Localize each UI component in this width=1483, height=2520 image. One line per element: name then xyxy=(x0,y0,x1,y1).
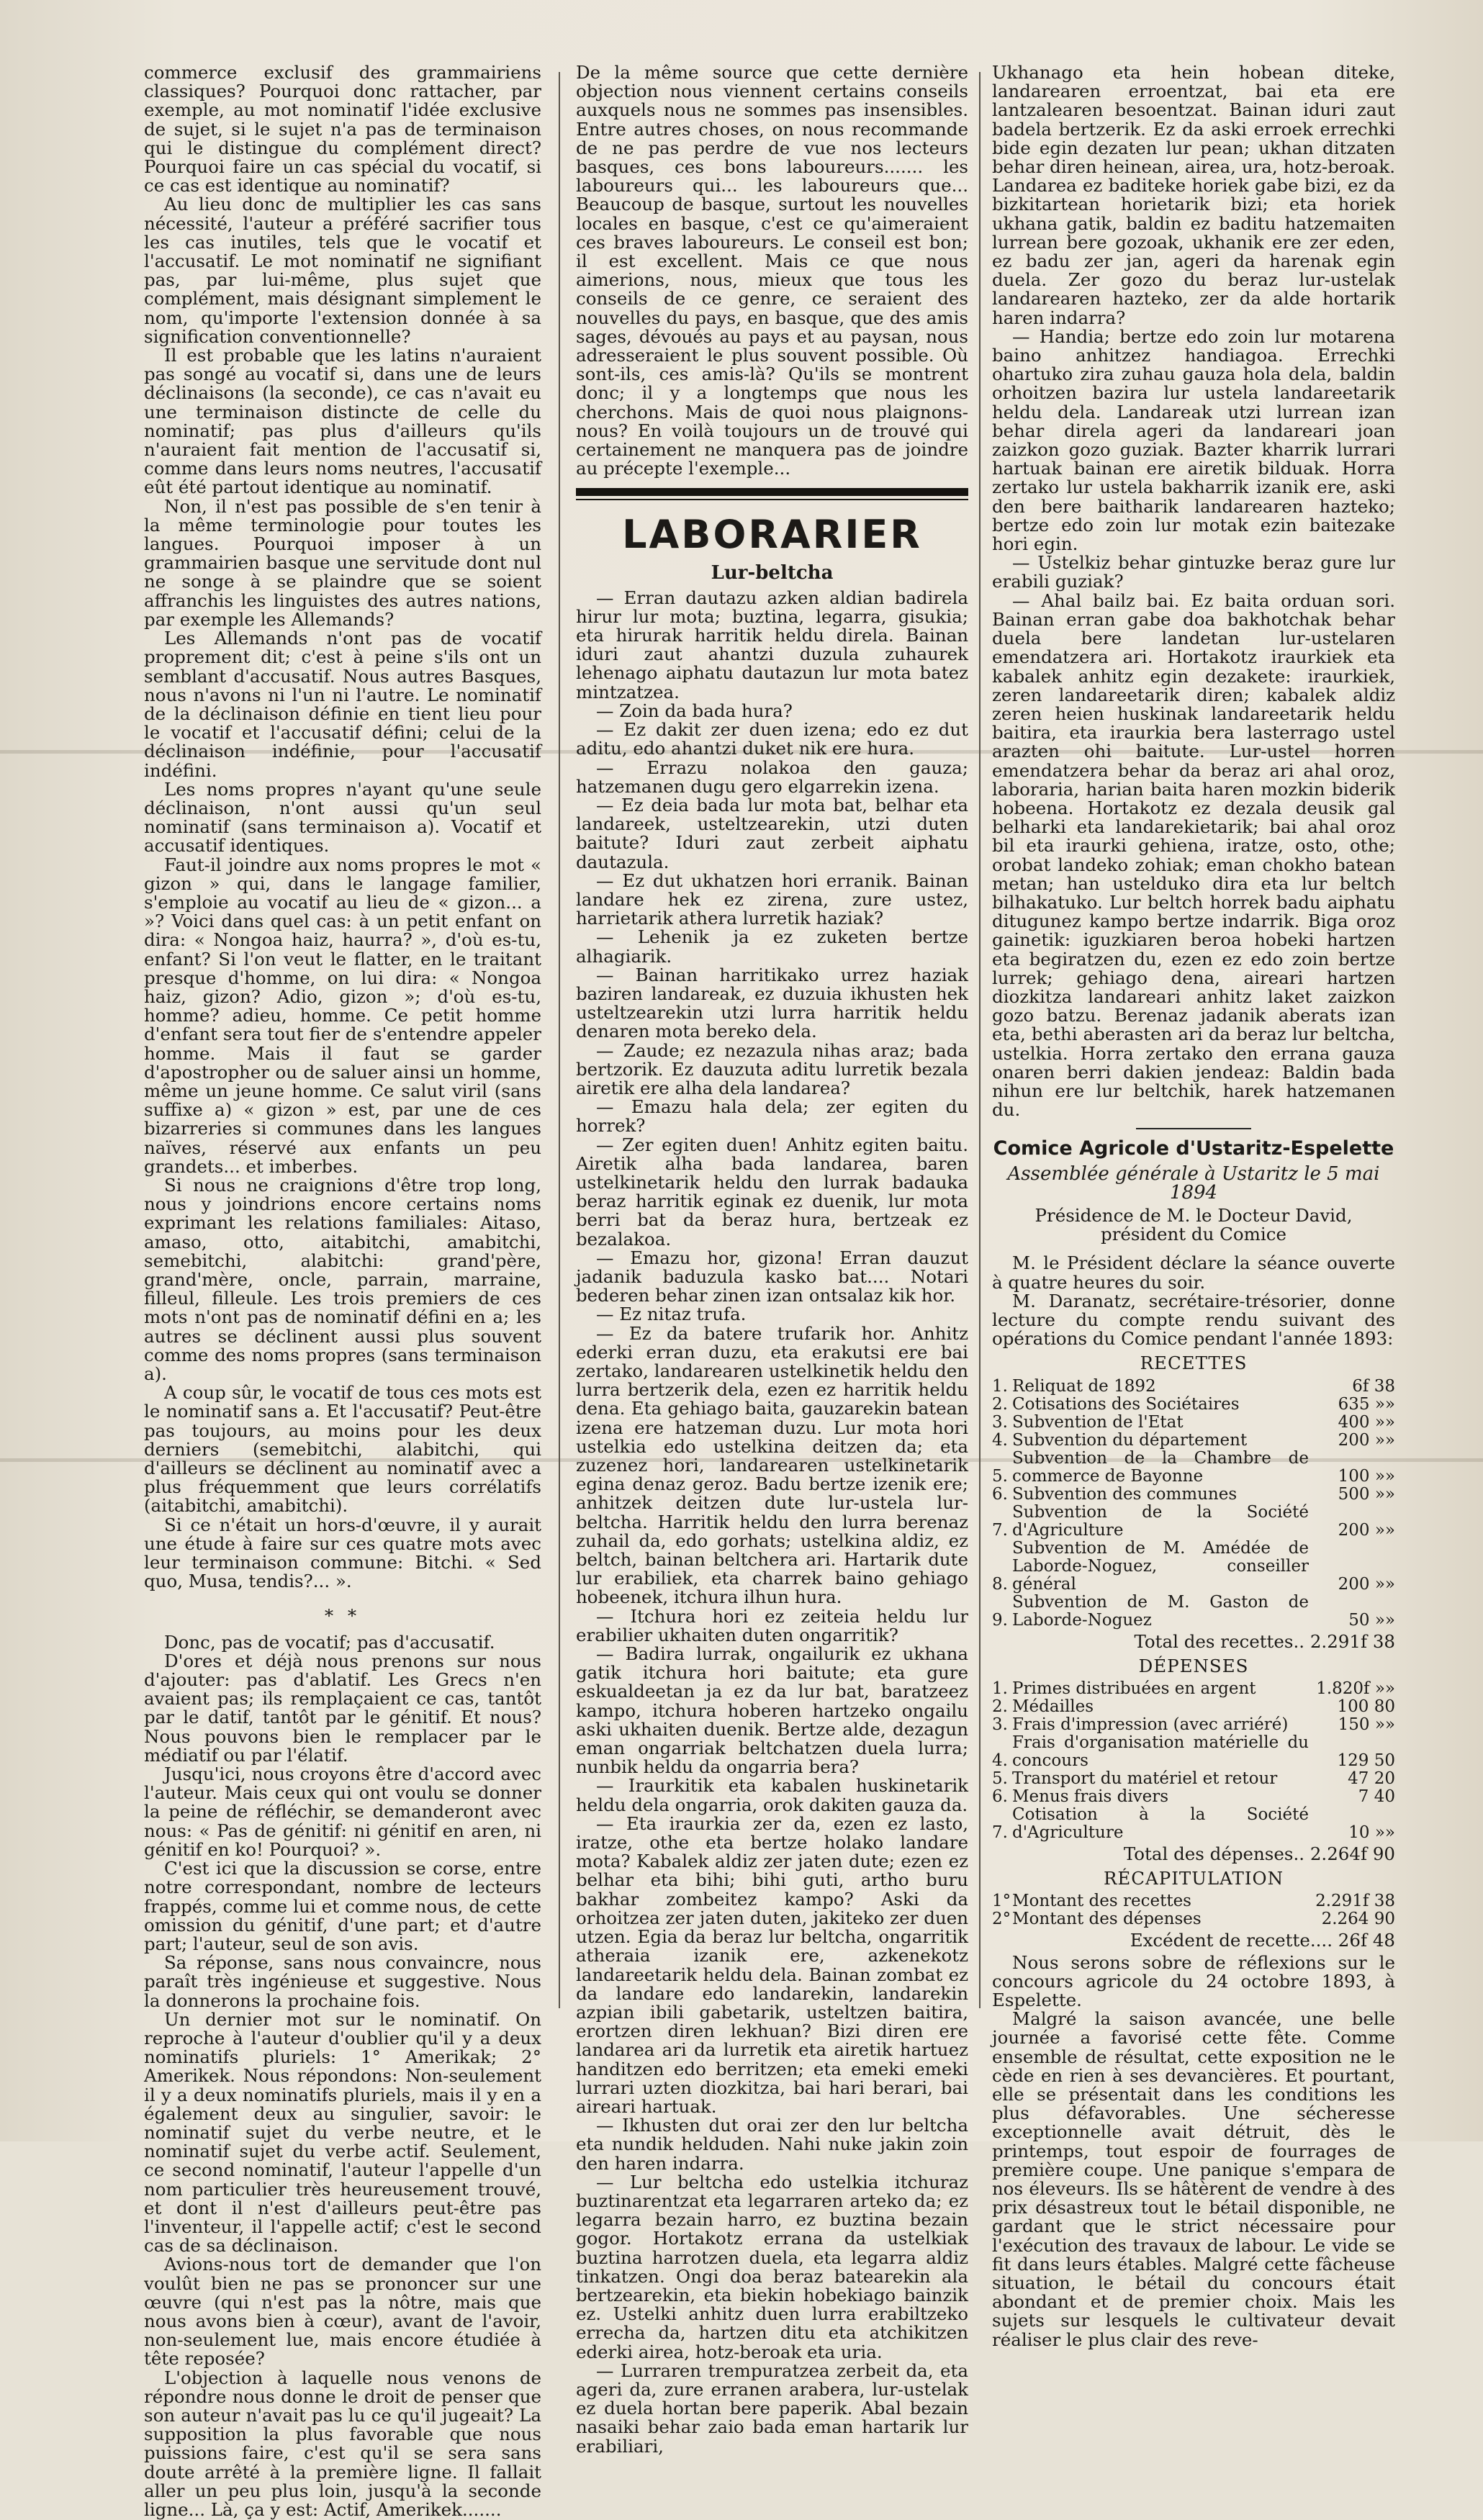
presidency-line: Présidence de M. le Docteur David, président du Comice xyxy=(1035,1204,1353,1245)
paragraph: Non, il n'est pas possible de s'en tenir à la même terminologie pour toutes les langues. Pourquoi imposer à un grammairien basque une servitude dont nul ne songe à se plaindre que se soient affranchis les linguistes des autres nations, par exemple les Allemands? xyxy=(144,495,541,630)
paragraph: Faut-il joindre aux noms propres le mot « gizon » qui, dans le langage familier, s'emploie au vocatif au lieu de « gizon... a »? Voici dans quel cas: à un petit enfant on dira: « Nongoa haiz, haurra? », d'où es-tu, enfant? Si l'on veut le flatter, en le traitant presque d'homme, on lui dira: « Nongoa haiz, gizon? Adio, gizon »; d'où es-tu, homme? adieu, homme. Ce petit homme d'enfant sera tout fier de s'entendre appeler homme. Mais il faut se garder d'apostropher ou de saluer ainsi un homme, même un jeune homme. Ce salut viril (sans suffixe a) « gizon » est, par une de ces bizarreries si communes dans les langues naïves, réservé aux enfants un peu grandets... et imberbes. xyxy=(144,854,541,1177)
table-row xyxy=(992,1486,1395,1504)
paragraph: — Errazu nolakoa den gauza; hatzemanen dugu gero elgarrekin izena. xyxy=(576,757,968,797)
recap-table xyxy=(992,1892,1395,1928)
paragraph: A coup sûr, le vocatif de tous ces mots est le nominatif sans a. Et l'accusatif? Peut-être pas toujours, au moins pour les deux derniers (semebitchi, alabitchi, qui d'ailleurs se déclinent au nominatif avec a plus fréquemment que leurs corrélatifs (aitabitchi, amabitchi). xyxy=(144,1382,541,1517)
paragraph: — Emazu hor, gizona! Erran dauzut jadanik baduzula kasko bat.... Notari bederen behar zinen izan ontsalaz kik hor. xyxy=(576,1247,968,1306)
thin-rule xyxy=(576,499,968,500)
row-number: 5. xyxy=(992,1466,1008,1486)
table-row xyxy=(992,1540,1395,1594)
paragraph: Si ce n'était un hors-d'œuvre, il y aurait une étude à faire sur ces quatre mots avec leur terminaison commune: Bitchi. « Sed quo, Musa, tendis?... ». xyxy=(144,1514,541,1592)
table-row xyxy=(992,1734,1395,1770)
paragraph: — Bainan harritikako urrez haziak baziren landareak, ez duzuia ikhusten hek usteltzearekin utzi lurra harritik heldu denaren mota bereko dela. xyxy=(576,964,968,1042)
column-divider xyxy=(559,72,560,2008)
paragraph: Avions-nous tort de demander que l'on voulût bien ne pas se prononcer sur une œuvre (qui n'est pas la nôtre, mais que nous avons bien à cœur), avant de l'avoir, non-seulement lue, mais encore étudiée à tête reposée? xyxy=(144,2254,541,2370)
row-label: Menus frais divers xyxy=(1012,1787,1169,1807)
row-amount: 2.291f 38 xyxy=(1315,1892,1395,1911)
row-label: Subvention de la Chambre de commerce de Bayonne xyxy=(1012,1448,1309,1486)
row-number: 6. xyxy=(992,1484,1008,1504)
paragraph: — Ez da batere trufarik hor. Anhitz ederki erran duzu, eta erakutsi ere bai zertako, landarearen ustelkinetik heldu den lurra bertzerik dela, ezen ez harritik heldu dena. Eta gehiago baita, gauzarekin batean izena ere hatzeman duzu. Lur mota hori ustelkia edo ustelkina deitzen da; eta zuzenez hori, landarearen ustelkinetarik egina denaz geroz. Badu bertze izenik ere; anhitzek deitzen dute lur-ustela lur-beltcha. Harritik heldu den lurra berenaz zuhail da, edo gorhats; ustelkina aldiz, ez beltch, bainan beltchera ari. Hartarik dute lur erabiliek, eta charrek baino gehiago hobeenek, itchura ilhun hura. xyxy=(576,1322,968,1608)
paragraph: — Lehenik ja ez zuketen bertze alhagiarik. xyxy=(576,926,968,967)
row-amount: 200 »» xyxy=(1338,1520,1395,1540)
paragraph: — Itchura hori ez zeiteia heldu lur erabilier ukhaiten duten ongarritik? xyxy=(576,1605,968,1645)
table-row xyxy=(992,1716,1395,1734)
paragraph: commerce exclusif des grammairiens classiques? Pourquoi donc rattacher, par exemple, au mot nominatif l'idée exclusive de sujet, si le sujet n'a pas de terminaison qui le distingue du complément direct? Pourquoi faire un cas spécial du vocatif, si ce cas est identique au nominatif? xyxy=(144,62,541,197)
column-right xyxy=(992,62,1395,2350)
paragraph: — Ez nitaz trufa. xyxy=(596,1304,747,1325)
paragraph: M. le Président déclare la séance ouverte à quatre heures du soir. xyxy=(992,1252,1395,1293)
total-line: Total des dépenses.. 2.264f 90 xyxy=(1123,1843,1395,1865)
table-row xyxy=(992,1806,1395,1842)
table-row xyxy=(992,1450,1395,1486)
row-number: 1. xyxy=(992,1679,1008,1699)
row-number: 2. xyxy=(992,1394,1008,1414)
recettes-table xyxy=(992,1378,1395,1630)
table-row xyxy=(992,1680,1395,1698)
row-number: 6. xyxy=(992,1787,1008,1807)
row-label: Subvention de M. Gaston de Laborde-Noguez xyxy=(1012,1592,1309,1630)
row-number: 1. xyxy=(992,1376,1008,1396)
paragraph: D'ores et déjà nous prenons sur nous d'ajouter: pas d'ablatif. Les Grecs n'en avaient pas; ils remplaçaient ce cas, tantôt par le datif, tantôt par le génitif. Et nous? Nous pouvons bien le remplacer par le médiatif ou par l'élatif. xyxy=(144,1650,541,1766)
row-amount: 129 50 xyxy=(1337,1751,1395,1771)
subheadline: Lur-beltcha xyxy=(711,562,834,584)
row-amount: 47 20 xyxy=(1348,1769,1395,1789)
row-amount: 500 »» xyxy=(1338,1484,1395,1504)
paragraph: L'objection à laquelle nous venons de répondre nous donne le droit de penser que son auteur n'avait pas lu ce qu'il jugeait? La supposition la plus favorable que nous puissions faire, c'est qu'il se sera sans doute arrêté à la première ligne. Il fallait aller un peu plus loin, jusqu'à la seconde ligne... Là, ça y est: Actif, Amerikek....... xyxy=(144,2367,541,2520)
paragraph: — Zer egiten duen! Anhitz egiten baitu. Airetik alha bada landarea, baren ustelkinetarik heldu den lurrak badauka beraz harritik eginak ez duenik, lur mota berri bat da beraz hura, bertzeak ez bezalakoa. xyxy=(576,1134,968,1250)
paragraph: — Emazu hala dela; zer egiten du horrek? xyxy=(576,1096,968,1137)
row-number: 1° xyxy=(992,1892,1011,1911)
row-label: Montant des dépenses xyxy=(1012,1910,1202,1929)
row-number: 9. xyxy=(992,1610,1008,1630)
row-number: 7. xyxy=(992,1823,1008,1843)
table-row xyxy=(992,1910,1395,1928)
total-line: Total des recettes.. 2.291f 38 xyxy=(1134,1630,1395,1652)
row-label: Montant des recettes xyxy=(1012,1892,1191,1911)
paragraph: Les Allemands n'ont pas de vocatif proprement dit; c'est à peine s'ils ont un semblant d'accusatif. Nous autres Basques, nous n'avons ni l'un ni l'autre. Le nominatif de la déclinaison définie en tient lieu pour le vocatif et l'accusatif défini; celui de la déclinaison indéfinie, pour l'accusatif indéfini. xyxy=(144,628,541,781)
row-number: 8. xyxy=(992,1574,1008,1594)
paragraph: Sa réponse, sans nous convaincre, nous paraît très ingénieuse et suggestive. Nous la donnerons la prochaine fois. xyxy=(144,1952,541,2011)
paragraph: — Erran dautazu azken aldian badirela hirur lur mota; buztina, legarra, gisukia; eta hirurak harritik heldu direla. Bainan iduri zaut ahantzi duzula zuhaurek lehenago aiphatu dautazun lur mota batez mintzatzea. xyxy=(576,587,968,703)
paragraph: — Zaude; ez nezazula nihas araz; bada bertzorik. Ez dauzuta aditu lurretik bezala airetik ere alha dela landarea? xyxy=(576,1039,968,1098)
total-line: Excédent de recette.... 26f 48 xyxy=(1130,1930,1395,1951)
paragraph: — Ez dut ukhatzen hori erranik. Bainan landare hek ez zirena, zure ustez, harrietarik athera lurretik haziak? xyxy=(576,870,968,929)
table-row xyxy=(992,1770,1395,1788)
row-number: 4. xyxy=(992,1430,1008,1450)
row-amount: 200 »» xyxy=(1338,1430,1395,1450)
paragraph: — Ez deia bada lur mota bat, belhar eta landareek, usteltzearekin, utzi duten baitute? Iduri zaut zerbeit aiphatu dautazula. xyxy=(576,794,968,872)
paragraph: Si nous ne craignions d'être trop long, nous y joindrions encore certains noms exprimant les relations familiales: Aitaso, amaso, otto, aitabitchi, amabitchi, semebitchi, alabitchi: grand'père, grand'mère, oncle, parrain, marraine, filleul, filleule. Les trois premiers de ces mots n'ont pas de nominatif défini en a; les autres se déclinent aussi plus souvent comme des noms propres (sans terminaison a). xyxy=(144,1174,541,1385)
row-number: 2. xyxy=(992,1697,1008,1717)
assembly-subtitle: Assemblée générale à Ustaritz le 5 mai 1894 xyxy=(1007,1162,1380,1203)
paragraph: Les noms propres n'ayant qu'une seule déclinaison, n'ont aussi qu'un seul nominatif (sans terminaison a). Vocatif et accusatif identiques. xyxy=(144,778,541,857)
paragraph: Malgré la saison avancée, une belle journée a favorisé cette fête. Comme ensemble de résultat, cette exposition ne le cède en rien à ses devancières. Et pourtant, elle se présentait dans les conditions les plus défavorables. Une sécheresse exceptionnelle avait détruit, dès le printemps, tout espoir de fourrages de première coupe. Une panique s'empara de nos éleveurs. Ils se hâtèrent de vendre à des prix désastreux tout le bétail disponible, ne gardant que le strict nécessaire pour l'exécution des travaux de labour. Le vide se fit dans leurs étables. Malgré cette fâcheuse situation, le bétail du concours était abondant et de premier choix. Mais les sujets sur lesquels le cultivateur devait réaliser le plus clair des reve- xyxy=(992,2008,1395,2350)
paragraph: — Badira lurrak, ongailurik ez ukhana gatik itchura hori baitute; eta gure eskualdeetan ja ez da lur bat, baratzeez kampo, itchura hoberen hartzeko ongailu aski ukhaiten duenik. Bertze alde, dezagun eman ongarriak beltchatzen duela lurra; nunbik heldu da ongarria bera? xyxy=(576,1643,968,1778)
row-label: Subvention de l'Etat xyxy=(1012,1412,1184,1432)
row-label: Subvention de M. Amédée de Laborde-Noguez, conseiller général xyxy=(1012,1538,1309,1594)
paragraph: Ukhanago eta hein hobean diteke, landarearen erroentzat, bai eta ere lantzalearen besoentzat. Bainan iduri zaut badela bertzerik. Ez da aski erroek errechki bide egin dezaten lur pean; ukhan ditzaten behar diren heinean, airea, ura, hotz-beroak. Landarea ez baditeke horiek gabe bizi, ez da bizkitartean horietarik bizi; eta horiek ukhana gatik, baldin ez baditu hatzemaiten lurrean bere gozoak, ukhanik ere zer eden, ez badu zer jan, ageri da harenak egin duela. Zer gozo du beraz lur-ustelak landarearen hazteko, zer da alde hortarik haren indarra? xyxy=(992,62,1395,328)
depenses-table xyxy=(992,1680,1395,1842)
section-title: Comice Agricole d'Ustaritz-Espelette xyxy=(993,1137,1394,1160)
column-middle xyxy=(576,62,968,2457)
row-label: Frais d'organisation matérielle du concours xyxy=(1012,1733,1309,1771)
row-label: Subvention du département xyxy=(1012,1430,1248,1450)
table-heading: RECETTES xyxy=(1140,1352,1248,1374)
divider xyxy=(1136,1128,1251,1129)
row-amount: 400 »» xyxy=(1338,1412,1395,1432)
row-amount: 7 40 xyxy=(1358,1787,1395,1807)
paragraph: — Lurraren trempuratzea zerbeit da, eta ageri da, zure erranen arabera, lur-ustelak ez duela hortan bere paperik. Abal bezain nasaiki behar zaio bada eman hartarik lur erabiliari, xyxy=(576,2359,968,2457)
table-row xyxy=(992,1698,1395,1716)
table-row xyxy=(992,1414,1395,1432)
table-row xyxy=(992,1788,1395,1806)
paragraph: — Iraurkitik eta kabalen huskinetarik heldu dela ongarria, orok dakiten gauza da. xyxy=(576,1775,968,1815)
paragraph: — Lur beltcha edo ustelkia itchuraz buztinarentzat eta legarraren arteko da; ez legarra bezain harro, ez buztina bezain gogor. Hortakotz errana da ustelkiak buztina harrotzen duela, eta legarra aldiz tinkatzen. Ongi doa beraz batearekin ala bertzearekin, eta biekin hobekiago bainzik ez. Ustelki anhitz duen lurra erabiltzeko errecha da, hartzen ditu eta atchikitzen ederki airea, hotz-beroak eta uria. xyxy=(576,2171,968,2362)
table-row xyxy=(992,1396,1395,1414)
row-number: 4. xyxy=(992,1751,1008,1771)
paragraph: — Eta iraurkia zer da, ezen ez lasto, iratze, othe eta bertze holako landare mota? Kabalek aldiz zer jaten dute; ezen ez belhar eta bihi; bihi guti, artho buru bakhar zombeitez kampo? Aski da orhoitzea zer jaten duten, jakiteko zer duen utzen. Egia da beraz lur beltcha, ongarritik atheraia izanik ere, azkenekotz landareetarik heldu dela. Bainan zombat ez da landare edo landarekin, landarekin azpian ibili gabetarik, usteltzen baitira, erortzen diren lekhuan? Bizi diren ere landarea ari da lurretik eta airetik hartuez handitzen edo berritzen; eta emeki emeki lurrari uzten diozkitza, bai hari berari, bai aireari hartuak. xyxy=(576,1812,968,2117)
paragraph: — Ustelkiz behar gintuzke beraz gure lur erabili guziak? xyxy=(992,552,1395,592)
paragraph: Au lieu donc de multiplier les cas sans nécessité, l'auteur a préféré sacrifier tous les cas inutiles, tels que le vocatif et l'accusatif. Le mot nominatif ne signifiant pas, par lui-même, plus sujet que complément, mais désignant simplement le nom, qu'importe l'extension donnée à sa signification conventionnelle? xyxy=(144,194,541,347)
table-row xyxy=(992,1594,1395,1630)
table-heading: RÉCAPITULATION xyxy=(1103,1868,1284,1889)
row-number: 3. xyxy=(992,1715,1008,1735)
row-amount: 10 »» xyxy=(1348,1823,1395,1843)
row-amount: 150 »» xyxy=(1338,1715,1395,1735)
paragraph: — Ahal bailz bai. Ez baita orduan sori. Bainan erran gabe doa bakhotchak behar duela bere landetan lur-ustelaren emendatzera ari. Hortakotz iraurkiek eta kabalek anhitz egin dezakete: iraurkiek, zeren landareetarik diren; kabalek aldiz zeren heien huskinak landareetarik heldu baitira, eta iraurkia bera lasterrago ustel arazten ohi baitute. Lur-ustel horren emendatzera behar da beraz ari ahal oroz, laboraria, harian baita haren mozkin biderik hobeena. Hortakotz ez dezala deusik gal belharki eta landarekietarik; bai ahal oroz bil eta iraurki gehiena, iratze, osto, othe; orobat landeko zohiak; eman chokho batean metan; han ustelduko dira eta lur beltch bilhakatuko. Lur beltch horrek badu aiphatu ditugunez kampo bertze indarrik. Biga oroz gainetik: iguzkiaren beroa hobeki hartzen eta begiratzen du, ezen ez edo zoin bertze lurrek; gehiago dena, aireari hartzen diozkitza landareari anhitz laket zaizkon gozo batzu. Berenaz jadanik aberats izan eta, bethi aberasten ari da beraz lur beltcha, ustelkia. Horra zertako den errana gauza onaren berri dakien jendeaz: Baldin bada nihun ere lur beltchik, harek hatzemanen du. xyxy=(992,590,1395,1121)
paragraph: — Ikhusten dut orai zer den lur beltcha eta nundik helduden. Nahi nuke jakin zoin den haren indarra. xyxy=(576,2115,968,2174)
column-divider xyxy=(979,72,981,2008)
paragraph: Un dernier mot sur le nominatif. On reproche à l'auteur d'oublier qu'il y a deux nominatifs pluriels: 1° Amerikak; 2° Amerikek. Nous répondons: Non-seulement il y a deux nominatifs pluriels, mais il y en a également deux au singulier, savoir: le nominatif sujet du verbe neutre, et le nominatif sujet du verbe actif. Seulement, ce second nominatif, l'auteur l'appelle d'un nom particulier très heureusement trouvé, et dont il n'est d'ailleurs peut-être pas l'inventeur, il l'appelle actif; c'est le second cas de sa déclinaison. xyxy=(144,2008,541,2257)
paragraph: — Zoin da bada hura? xyxy=(596,700,793,721)
row-label: Cotisation à la Société d'Agriculture xyxy=(1012,1805,1309,1843)
table-row xyxy=(992,1432,1395,1450)
row-amount: 50 »» xyxy=(1348,1610,1395,1630)
paragraph: Il est probable que les latins n'auraient pas songé au vocatif si, dans une de leurs déclinaisons (la seconde), ce cas n'avait eu une terminaison distincte de celle du nominatif; pas plus d'ailleurs qu'ils n'auraient fait mention de l'accusatif si, comme dans leurs noms neutres, l'accusatif eût été partout identique au nominatif. xyxy=(144,345,541,498)
row-label: Reliquat de 1892 xyxy=(1012,1376,1156,1396)
table-row xyxy=(992,1504,1395,1540)
row-amount: 635 »» xyxy=(1338,1394,1395,1414)
paragraph: Donc, pas de vocatif; pas d'accusatif. xyxy=(164,1631,495,1653)
section-separator: * * xyxy=(324,1605,361,1627)
row-amount: 1.820f »» xyxy=(1316,1679,1395,1699)
row-label: Transport du matériel et retour xyxy=(1012,1769,1278,1789)
paragraph: Nous serons sobre de réflexions sur le concours agricole du 24 octobre 1893, à Espelette. xyxy=(992,1951,1395,2011)
row-number: 5. xyxy=(992,1769,1008,1789)
row-number: 2° xyxy=(992,1910,1011,1929)
row-amount: 100 80 xyxy=(1337,1697,1395,1717)
paragraph: — Handia; bertze edo zoin lur motarena baino anhitzez handiagoa. Errechki ohartuko zira zuhau gauza hola dela, baldin orhoitzen bazira lur ustela landareetarik heldu dela. Landareak utzi lurrean izan behar direla ageri da landareari joan zaizkon gozo guziak. Bazter kharrik lurrari hartuak bainan ere airetik bilduak. Horra zertako lur ustela bakharrik izanik ere, aski den bere baitharik landarearen hazteko; bertze edo zoin lur motak ezin baitezake hori egin. xyxy=(992,325,1395,555)
row-label: Frais d'impression (avec arriéré) xyxy=(1012,1715,1289,1735)
row-amount: 2.264 90 xyxy=(1321,1910,1395,1929)
paragraph: M. Daranatz, secrétaire-trésorier, donne lecture du compte rendu suivant des opérations du Comice pendant l'année 1893: xyxy=(992,1290,1395,1350)
heavy-rule xyxy=(576,488,968,496)
table-heading: DÉPENSES xyxy=(1138,1655,1249,1676)
row-number: 7. xyxy=(992,1520,1008,1540)
paragraph: C'est ici que la discussion se corse, entre notre correspondant, nombre de lecteurs frappés, comme lui et comme nous, de cette omission du génitif, d'une part; et d'autre part; l'auteur, seul de son avis. xyxy=(144,1858,541,1954)
paragraph: Jusqu'ici, nous croyons être d'accord avec l'auteur. Mais ceux qui ont voulu se donner la peine de réfléchir, se demanderont avec nous: « Pas de génitif: ni génitif en aren, ni génitif en ko! Pourquoi? ». xyxy=(144,1763,541,1860)
row-amount: 200 »» xyxy=(1338,1574,1395,1594)
row-amount: 6f 38 xyxy=(1352,1376,1395,1396)
row-amount: 100 »» xyxy=(1338,1466,1395,1486)
row-label: Subvention de la Société d'Agriculture xyxy=(1012,1502,1309,1540)
row-label: Subvention des communes xyxy=(1012,1484,1238,1504)
paragraph: — Ez dakit zer duen izena; edo ez dut aditu, edo ahantzi duket nik ere hura. xyxy=(576,719,968,759)
table-row xyxy=(992,1378,1395,1396)
row-number: 3. xyxy=(992,1412,1008,1432)
row-label: Médailles xyxy=(1012,1697,1094,1717)
headline: LABORARIER xyxy=(622,512,922,558)
paragraph: De la même source que cette dernière objection nous viennent certains conseils auxquels nous ne sommes pas insensibles. Entre autres choses, on nous recommande de ne pas perdre de vue nos lecteurs basques, ces bons laboureurs....... les laboureurs qui... les laboureurs que... Beaucoup de basque, surtout les nouvelles locales en basque, c'est ce qu'aimeraient ces braves laboureurs. Le conseil est bon; il est excellent. Mais ce que nous aimerions, nous, mieux que tous les conseils de ce genre, ce seraient des nouvelles du pays, en basque, que des amis sages, dévoués au pays et au paysan, nous adresseraient le plus souvent possible. Où sont-ils, ces amis-là? Qu'ils se montrent donc; il y a longtemps que nous les cherchons. Mais de quoi nous plaignons-nous? En voilà toujours un de trouvé qui certainement ne manquera pas de joindre au précepte l'exemple... xyxy=(576,62,968,479)
row-label: Cotisations des Sociétaires xyxy=(1012,1394,1240,1414)
row-label: Primes distribuées en argent xyxy=(1012,1679,1256,1699)
table-row xyxy=(992,1892,1395,1910)
column-left xyxy=(144,62,541,2520)
